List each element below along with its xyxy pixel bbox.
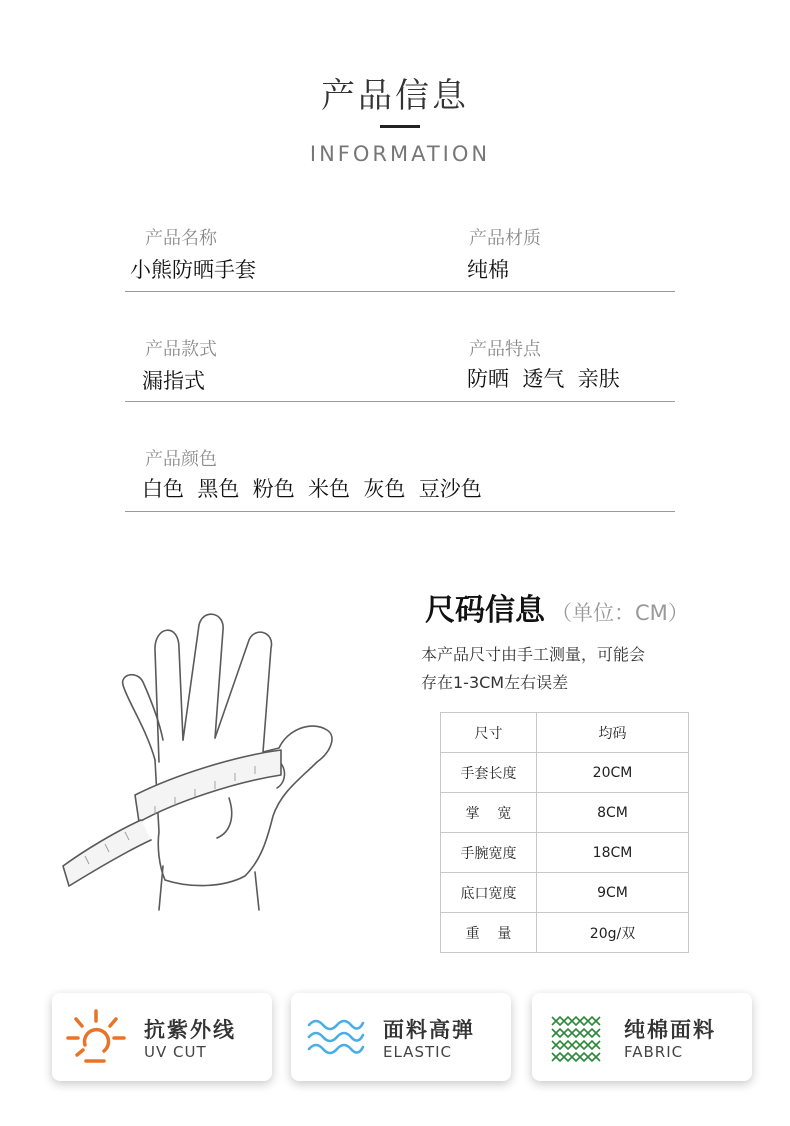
- feature-title: 抗紫外线: [144, 1018, 236, 1042]
- title-divider: [380, 125, 420, 128]
- table-row: [441, 793, 689, 833]
- table-cell: 重 量: [441, 913, 537, 953]
- size-unit: （单位：CM）: [551, 601, 689, 625]
- table-cell: 手套长度: [441, 753, 537, 793]
- table-row: [441, 873, 689, 913]
- page-title: 产品信息: [321, 76, 469, 116]
- features-value: 防晒 透气 亲肤: [467, 367, 620, 391]
- feature-card-fabric: [532, 993, 752, 1081]
- product-name-value: 小熊防晒手套: [130, 258, 256, 282]
- weave-icon: [546, 1007, 606, 1067]
- table-cell: 底口宽度: [441, 873, 537, 913]
- style-value: 漏指式: [142, 369, 205, 393]
- feature-subtitle: ELASTIC: [383, 1043, 453, 1061]
- style-label: 产品款式: [145, 339, 217, 360]
- size-title: [425, 585, 689, 629]
- info-divider: [125, 511, 675, 512]
- table-cell: 掌 宽: [441, 793, 537, 833]
- table-cell: 20CM: [537, 753, 689, 793]
- table-cell: 18CM: [537, 833, 689, 873]
- info-divider: [125, 401, 675, 402]
- color-value: 白色 黑色 粉色 米色 灰色 豆沙色: [142, 477, 482, 501]
- size-title-text: 尺码信息: [425, 593, 545, 628]
- material-value: 纯棉: [467, 258, 509, 282]
- wave-icon: [305, 1007, 365, 1067]
- table-cell: 9CM: [537, 873, 689, 913]
- table-cell: 8CM: [537, 793, 689, 833]
- table-cell: 20g/双: [537, 913, 689, 953]
- feature-card-uv: [52, 993, 272, 1081]
- table-cell: 均码: [537, 713, 689, 753]
- product-name-label: 产品名称: [145, 228, 217, 249]
- color-label: 产品颜色: [145, 449, 217, 470]
- info-divider: [125, 291, 675, 292]
- size-note-line-1: 本产品尺寸由手工测量，可能会: [421, 645, 646, 664]
- table-row: [441, 833, 689, 873]
- table-cell: 尺寸: [441, 713, 537, 753]
- table-row: [441, 913, 689, 953]
- table-row: [441, 753, 689, 793]
- feature-subtitle: UV CUT: [144, 1043, 207, 1061]
- glove-measure-illustration: [55, 570, 400, 930]
- features-label: 产品特点: [469, 339, 541, 360]
- feature-title: 纯棉面料: [624, 1018, 716, 1042]
- table-row: [441, 713, 689, 753]
- sun-icon: [66, 1007, 126, 1067]
- table-cell: 手腕宽度: [441, 833, 537, 873]
- feature-card-elastic: [291, 993, 511, 1081]
- feature-subtitle: FABRIC: [624, 1043, 684, 1061]
- size-note-line-2: 存在1-3CM左右误差: [421, 673, 569, 692]
- page-subtitle: INFORMATION: [309, 142, 491, 166]
- feature-title: 面料高弹: [383, 1018, 475, 1042]
- material-label: 产品材质: [469, 228, 541, 249]
- size-table: [440, 712, 689, 953]
